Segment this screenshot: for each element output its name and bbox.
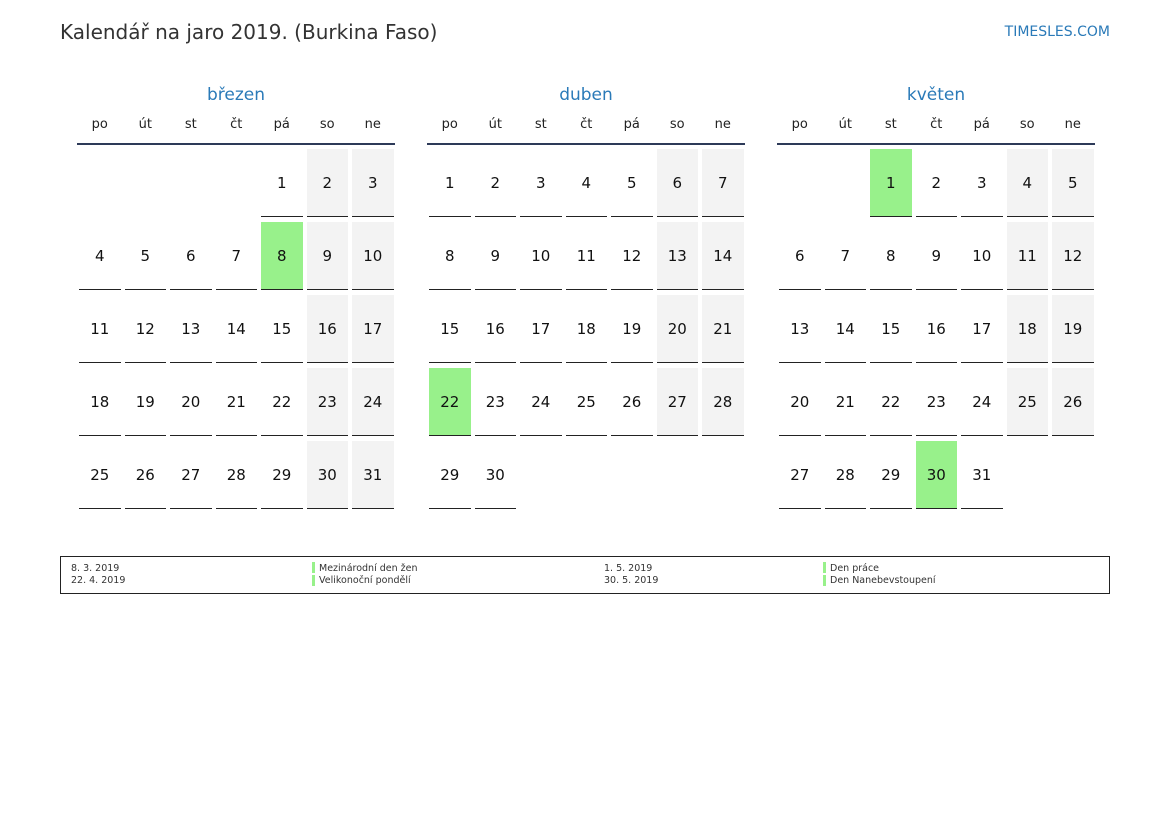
day-number: 3 [352, 149, 394, 217]
day-number: 5 [125, 222, 167, 290]
day-number: 1 [870, 149, 912, 217]
day-cell [609, 218, 655, 291]
day-cell [914, 145, 960, 218]
day-number: 12 [125, 295, 167, 363]
weekday-label: po [441, 117, 458, 132]
empty-day-cell [609, 437, 655, 510]
legend-date: 22. 4. 2019 [71, 575, 126, 586]
day-cell [959, 364, 1005, 437]
day-cell [305, 145, 351, 218]
weekday-header [777, 108, 1095, 145]
legend-marker [823, 575, 826, 586]
day-cell [609, 145, 655, 218]
day-cell [777, 364, 823, 437]
day-number: 24 [352, 368, 394, 436]
day-cell [518, 145, 564, 218]
day-cell [168, 364, 214, 437]
day-cell [427, 291, 473, 364]
day-cell [350, 291, 396, 364]
day-cell [700, 145, 746, 218]
weekday-label: st [884, 117, 897, 132]
legend-holiday-name: Den práce [830, 563, 880, 574]
days-grid [427, 145, 745, 510]
day-cell [1005, 364, 1051, 437]
day-number: 21 [702, 295, 744, 363]
day-number: 16 [475, 295, 517, 363]
day-number: 27 [657, 368, 699, 436]
weekday-label: út [488, 117, 502, 132]
day-number: 9 [307, 222, 349, 290]
weekday-label: čt [230, 117, 243, 132]
day-number: 5 [611, 149, 653, 217]
day-cell [168, 437, 214, 510]
day-number: 24 [520, 368, 562, 436]
day-cell [77, 437, 123, 510]
day-cell [214, 437, 260, 510]
day-cell [700, 364, 746, 437]
day-number: 30 [475, 441, 517, 509]
day-number: 8 [870, 222, 912, 290]
empty-day-cell [168, 145, 214, 218]
day-cell [168, 218, 214, 291]
day-number: 18 [79, 368, 121, 436]
weekday-header [77, 108, 395, 145]
empty-day-cell [823, 145, 869, 218]
day-cell [564, 291, 610, 364]
day-number: 25 [566, 368, 608, 436]
day-cell [609, 291, 655, 364]
day-cell [609, 364, 655, 437]
day-cell [427, 145, 473, 218]
day-number: 17 [352, 295, 394, 363]
day-number: 14 [216, 295, 258, 363]
weekday-label: so [319, 117, 335, 132]
day-cell [914, 437, 960, 510]
day-cell [1050, 291, 1096, 364]
day-number: 13 [779, 295, 821, 363]
day-cell [427, 364, 473, 437]
day-number: 26 [611, 368, 653, 436]
day-cell [655, 364, 701, 437]
legend-date: 30. 5. 2019 [604, 575, 659, 586]
day-number: 28 [825, 441, 867, 509]
day-number: 27 [170, 441, 212, 509]
day-number: 23 [307, 368, 349, 436]
day-cell [1005, 145, 1051, 218]
day-cell [473, 291, 519, 364]
day-number: 2 [916, 149, 958, 217]
day-number: 11 [79, 295, 121, 363]
day-cell [214, 364, 260, 437]
empty-day-cell [1005, 437, 1051, 510]
site-link[interactable]: TIMESLES.COM [1004, 24, 1110, 40]
weekday-label: st [184, 117, 197, 132]
day-number: 15 [261, 295, 303, 363]
weekday-label: út [138, 117, 152, 132]
day-cell [655, 145, 701, 218]
weekday-label: ne [364, 117, 381, 132]
day-cell [1050, 145, 1096, 218]
day-number: 16 [307, 295, 349, 363]
legend-holiday-name: Velikonoční pondělí [319, 575, 411, 586]
day-cell [777, 437, 823, 510]
day-cell [350, 145, 396, 218]
day-cell [350, 218, 396, 291]
day-cell [123, 364, 169, 437]
day-number: 25 [1007, 368, 1049, 436]
day-cell [868, 291, 914, 364]
day-cell [77, 291, 123, 364]
day-cell [518, 291, 564, 364]
day-number: 29 [429, 441, 471, 509]
day-cell [823, 437, 869, 510]
day-number: 7 [216, 222, 258, 290]
day-number: 31 [352, 441, 394, 509]
day-number: 4 [566, 149, 608, 217]
day-number: 20 [657, 295, 699, 363]
day-cell [959, 145, 1005, 218]
day-cell [473, 437, 519, 510]
day-number: 11 [566, 222, 608, 290]
empty-day-cell [564, 437, 610, 510]
day-number: 29 [870, 441, 912, 509]
day-number: 1 [261, 149, 303, 217]
day-cell [655, 291, 701, 364]
legend-marker [312, 562, 315, 573]
empty-day-cell [777, 145, 823, 218]
day-cell [473, 364, 519, 437]
day-number: 2 [475, 149, 517, 217]
day-number: 7 [702, 149, 744, 217]
day-cell [1005, 291, 1051, 364]
day-number: 22 [429, 368, 471, 436]
day-number: 12 [611, 222, 653, 290]
day-cell [868, 364, 914, 437]
month-name: březen [206, 85, 266, 105]
day-cell [77, 364, 123, 437]
day-number: 30 [307, 441, 349, 509]
month-name: květen [906, 85, 966, 105]
day-cell [1050, 218, 1096, 291]
day-cell [305, 437, 351, 510]
day-cell [1050, 364, 1096, 437]
empty-day-cell [655, 437, 701, 510]
day-cell [868, 437, 914, 510]
empty-day-cell [77, 145, 123, 218]
day-number: 11 [1007, 222, 1049, 290]
empty-day-cell [123, 145, 169, 218]
day-number: 13 [657, 222, 699, 290]
days-grid [77, 145, 395, 510]
day-number: 4 [1007, 149, 1049, 217]
weekday-header [427, 108, 745, 145]
day-cell [427, 218, 473, 291]
holiday-legend [60, 556, 1110, 594]
day-number: 19 [1052, 295, 1094, 363]
day-number: 21 [825, 368, 867, 436]
day-number: 19 [611, 295, 653, 363]
day-cell [259, 364, 305, 437]
weekday-label: pá [273, 117, 290, 132]
empty-day-cell [1050, 437, 1096, 510]
day-cell [564, 145, 610, 218]
day-number: 20 [779, 368, 821, 436]
day-number: 13 [170, 295, 212, 363]
day-number: 5 [1052, 149, 1094, 217]
month-may [777, 82, 1095, 510]
day-number: 27 [779, 441, 821, 509]
day-number: 20 [170, 368, 212, 436]
day-number: 12 [1052, 222, 1094, 290]
day-number: 22 [870, 368, 912, 436]
day-cell [518, 218, 564, 291]
day-cell [655, 218, 701, 291]
day-cell [959, 218, 1005, 291]
day-cell [868, 145, 914, 218]
day-cell [1005, 218, 1051, 291]
weekday-label: so [1019, 117, 1035, 132]
day-cell [700, 218, 746, 291]
day-number: 23 [475, 368, 517, 436]
day-number: 9 [916, 222, 958, 290]
weekday-label: pá [973, 117, 990, 132]
day-cell [123, 291, 169, 364]
weekday-label: út [838, 117, 852, 132]
day-number: 2 [307, 149, 349, 217]
day-cell [214, 291, 260, 364]
day-number: 17 [520, 295, 562, 363]
day-cell [564, 364, 610, 437]
day-number: 18 [566, 295, 608, 363]
day-cell [259, 145, 305, 218]
month-march [77, 82, 395, 510]
day-cell [259, 437, 305, 510]
day-number: 28 [216, 441, 258, 509]
day-number: 14 [825, 295, 867, 363]
weekday-label: st [534, 117, 547, 132]
day-cell [700, 291, 746, 364]
day-number: 10 [961, 222, 1003, 290]
day-number: 28 [702, 368, 744, 436]
day-number: 22 [261, 368, 303, 436]
day-cell [518, 364, 564, 437]
day-number: 6 [170, 222, 212, 290]
legend-date: 8. 3. 2019 [71, 563, 120, 574]
day-cell [259, 218, 305, 291]
day-cell [168, 291, 214, 364]
day-number: 26 [125, 441, 167, 509]
day-cell [823, 364, 869, 437]
day-number: 6 [657, 149, 699, 217]
day-cell [959, 291, 1005, 364]
days-grid [777, 145, 1095, 510]
weekday-label: čt [580, 117, 593, 132]
legend-marker [823, 562, 826, 573]
day-number: 23 [916, 368, 958, 436]
day-number: 7 [825, 222, 867, 290]
empty-day-cell [518, 437, 564, 510]
weekday-label: so [669, 117, 685, 132]
day-cell [305, 364, 351, 437]
day-cell [564, 218, 610, 291]
day-number: 19 [125, 368, 167, 436]
weekday-label: ne [714, 117, 731, 132]
legend-date: 1. 5. 2019 [604, 563, 653, 574]
day-cell [823, 291, 869, 364]
day-cell [214, 218, 260, 291]
day-number: 15 [429, 295, 471, 363]
weekday-label: čt [930, 117, 943, 132]
day-cell [868, 218, 914, 291]
day-number: 4 [79, 222, 121, 290]
day-number: 29 [261, 441, 303, 509]
day-cell [914, 291, 960, 364]
day-number: 9 [475, 222, 517, 290]
day-number: 16 [916, 295, 958, 363]
day-number: 18 [1007, 295, 1049, 363]
legend-holiday-name: Den Nanebevstoupení [830, 575, 936, 586]
month-name: duben [559, 85, 613, 105]
day-number: 1 [429, 149, 471, 217]
day-number: 24 [961, 368, 1003, 436]
empty-day-cell [700, 437, 746, 510]
day-number: 10 [352, 222, 394, 290]
weekday-label: pá [623, 117, 640, 132]
day-number: 8 [429, 222, 471, 290]
day-cell [123, 437, 169, 510]
day-number: 3 [520, 149, 562, 217]
legend-holiday-name: Mezinárodní den žen [319, 563, 418, 574]
weekday-label: po [791, 117, 808, 132]
day-number: 25 [79, 441, 121, 509]
day-number: 21 [216, 368, 258, 436]
weekday-label: po [91, 117, 108, 132]
day-cell [823, 218, 869, 291]
day-cell [777, 218, 823, 291]
legend-marker [312, 575, 315, 586]
day-cell [350, 364, 396, 437]
day-number: 6 [779, 222, 821, 290]
day-number: 17 [961, 295, 1003, 363]
day-number: 26 [1052, 368, 1094, 436]
day-cell [305, 218, 351, 291]
day-number: 10 [520, 222, 562, 290]
day-cell [305, 291, 351, 364]
day-cell [914, 364, 960, 437]
day-cell [914, 218, 960, 291]
day-cell [123, 218, 169, 291]
day-number: 3 [961, 149, 1003, 217]
day-number: 14 [702, 222, 744, 290]
month-april [427, 82, 745, 510]
day-number: 30 [916, 441, 958, 509]
day-cell [427, 437, 473, 510]
day-cell [259, 291, 305, 364]
day-cell [959, 437, 1005, 510]
day-cell [777, 291, 823, 364]
day-number: 31 [961, 441, 1003, 509]
day-cell [473, 145, 519, 218]
weekday-label: ne [1064, 117, 1081, 132]
empty-day-cell [214, 145, 260, 218]
day-number: 8 [261, 222, 303, 290]
day-cell [350, 437, 396, 510]
page-title: Kalendář na jaro 2019. (Burkina Faso) [60, 20, 438, 44]
day-cell [473, 218, 519, 291]
day-cell [77, 218, 123, 291]
day-number: 15 [870, 295, 912, 363]
